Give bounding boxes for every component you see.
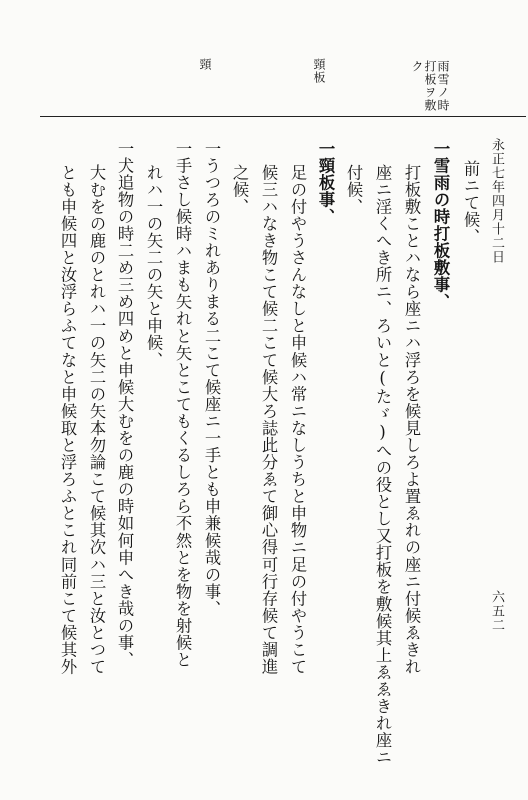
margin-note-line: ク bbox=[410, 60, 424, 73]
text-column: 付候、 bbox=[344, 164, 363, 216]
text-column: 前ニて候、 bbox=[461, 160, 480, 246]
text-column: 足の付やうさんなしと申候ハ常ニなしうちと申物ニ足の付やうこて bbox=[288, 164, 307, 676]
text-column: 大むをの鹿のとれハ一の矢二の矢本勿論こて候其次ハ三と汝とつて bbox=[87, 164, 106, 676]
margin-note-line: 雨雪ノ時 bbox=[436, 60, 450, 112]
text-column: れハ一の矢二の矢と申候、 bbox=[144, 164, 163, 369]
text-column: とも申候四と汝浮らふてなと申候取と浮ろふとこれ同前こて候其外 bbox=[58, 164, 77, 676]
text-column: 之候、 bbox=[230, 164, 249, 216]
text-column: 候三ハなき物こて候二こて候大ろ誌此分ゑて御心得可行存候て調進 bbox=[259, 164, 278, 676]
text-column: 一頸板事、 bbox=[316, 140, 335, 226]
margin-note-line: 打板ヲ敷 bbox=[423, 60, 437, 112]
text-column: 座ニ淫くへき所ニ、ろいと(たゞ)への役とし又打板を敷候其上ゑゑきれ座ニ bbox=[373, 164, 392, 766]
text-column: 打板敷ことハなら座ニハ浮ろを候見しろよ置ゑれの座ニ付候ゑきれ bbox=[402, 164, 421, 676]
page-number: 六五二 bbox=[489, 590, 504, 632]
text-column: 一手さし候時ハまも矢れと矢とこてもくるしろら不然とを物を射候と bbox=[173, 140, 192, 669]
margin-note-kubi: 頸 bbox=[198, 58, 212, 71]
text-column: 一うつろのミれありまる二こて候座ニ一手とも申兼候哉の事、 bbox=[202, 140, 221, 618]
running-head-date: 永正七年四月十二日 bbox=[489, 138, 504, 264]
header-rule bbox=[40, 116, 526, 117]
margin-note-kubiita: 頸板 bbox=[312, 58, 326, 84]
text-column: 一犬追物の時二め三め四めと申候大むをの鹿の時如何申へき哉の事、 bbox=[115, 140, 134, 669]
text-column: 一雪雨の時打板敷事、 bbox=[431, 140, 450, 311]
